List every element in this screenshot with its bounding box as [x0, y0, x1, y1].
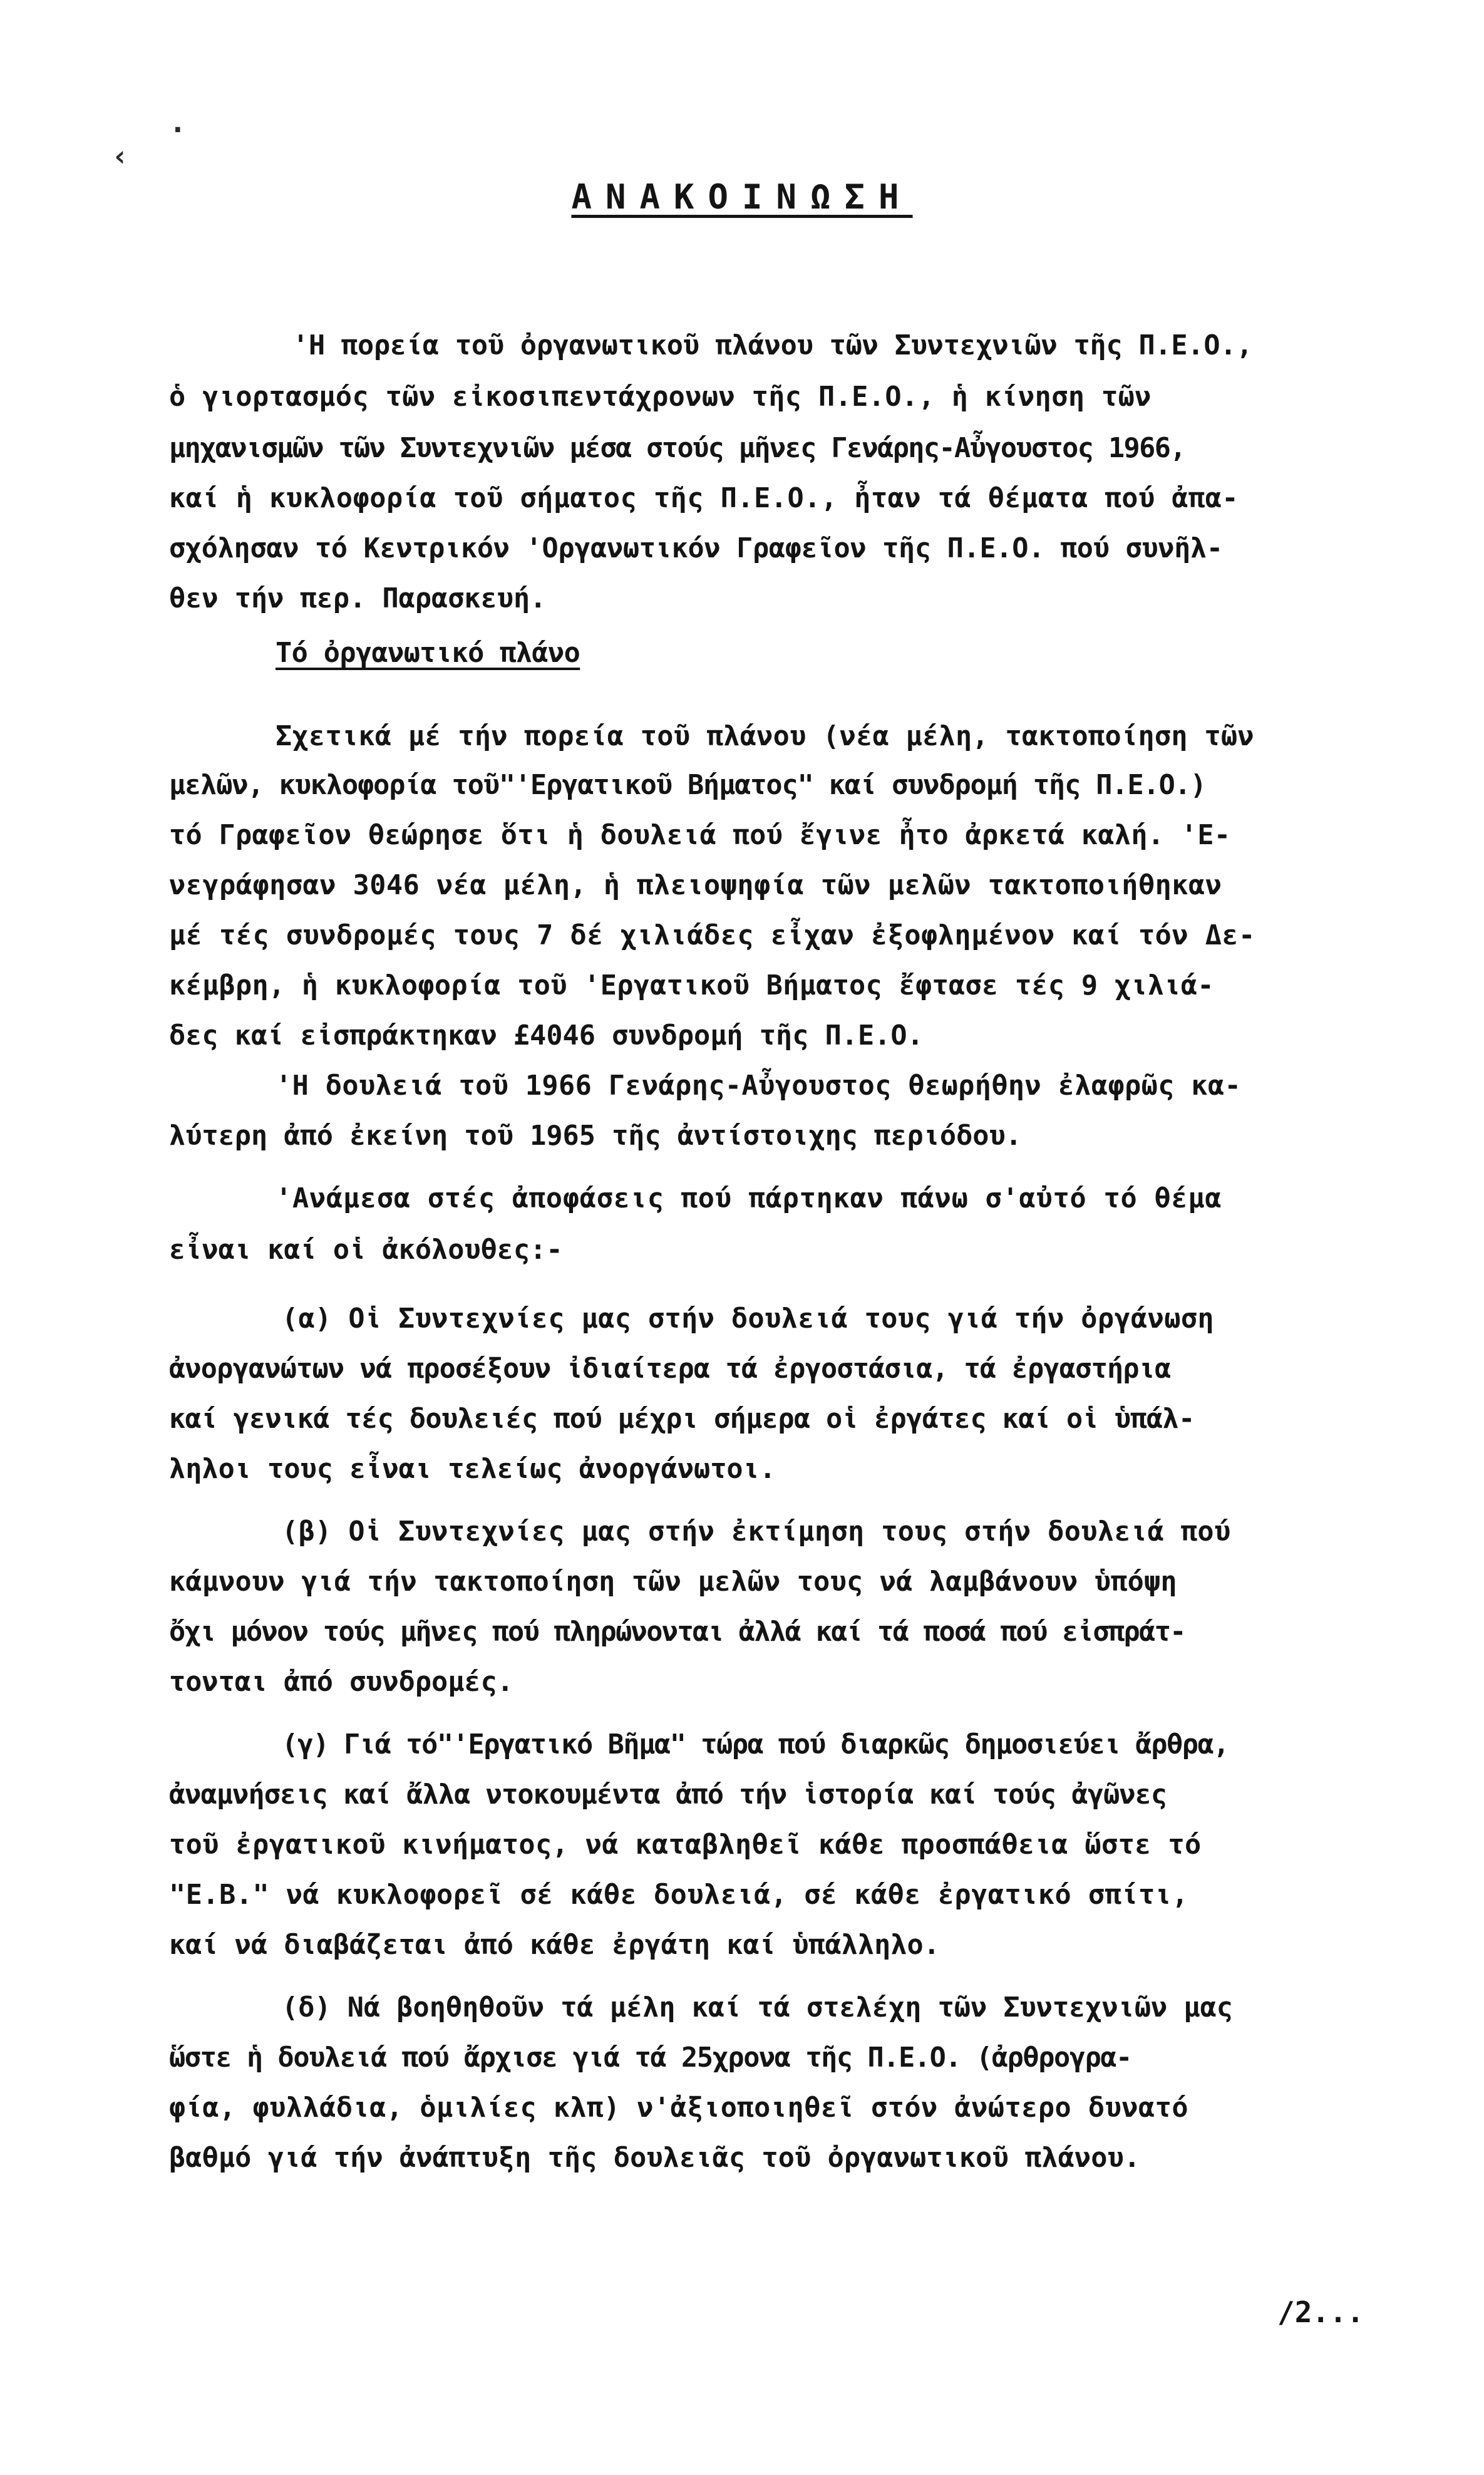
paragraph-line: 'Ανάμεσα στές ἀποφάσεις πού πάρτηκαν πάνω σ'αὐτό τό θέμα [276, 1183, 1222, 1214]
scan-speck-mark: · [169, 113, 187, 147]
list-item-line: "Ε.Β." νά κυκλοφορεῖ σέ κάθε δουλειά, σέ κάθε ἐργατικό σπίτι, [169, 1879, 1189, 1911]
list-item-line: ὄχι μόνον τούς μῆνες πού πληρώνονται ἀλλά καί τά ποσά πού εἰσπράτ- [169, 1616, 1185, 1648]
paragraph-line: νεγράφησαν 3046 νέα μέλη, ἡ πλειοψηφία τῶν μελῶν τακτοποιήθηκαν [169, 870, 1222, 901]
list-item-line: (β) Οἱ Συντεχνίες μας στήν ἐκτίμηση τους στήν δουλειά πού [282, 1516, 1231, 1548]
list-item-line: (γ) Γιά τό"'Εργατικό Βῆμα" τώρα πού διαρκῶς δημοσιεύει ἄρθρα, [282, 1729, 1229, 1760]
list-item-line: κάμνουν γιά τήν τακτοποίηση τῶν μελῶν τους νά λαμβάνουν ὑπόψη [169, 1566, 1177, 1598]
list-item-line: βαθμό γιά τήν ἀνάπτυξη τῆς δουλειᾶς τοῦ ὀργανωτικοῦ πλάνου. [169, 2142, 1141, 2174]
scan-speck-mark: ‹ [111, 139, 129, 173]
list-item-line: ἀναμνήσεις καί ἄλλα ντοκουμέντα ἀπό τήν ἱστορία καί τούς ἀγῶνες [169, 1779, 1167, 1811]
list-item-line: ὥστε ἡ δουλειά πού ἄρχισε γιά τά 25χρονα τῆς Π.Ε.Ο. (ἀρθρογρα- [169, 2042, 1131, 2074]
intro-line: θεν τήν περ. Παρασκευή. [169, 583, 547, 614]
paragraph-line: δες καί εἰσπράκτηκαν £4046 συνδρομή τῆς Π.Ε.Ο. [169, 1020, 924, 1051]
list-item-line: (δ) Νά βοηθηθοῦν τά μέλη καί τά στελέχη τῶν Συντεχνιῶν μας [282, 1992, 1233, 2023]
paragraph-line: 'Η δουλειά τοῦ 1966 Γενάρης-Αὖγουστος θεωρήθην ἐλαφρῶς κα- [276, 1070, 1242, 1102]
page-continuation-marker: /2... [1277, 2295, 1364, 2329]
intro-line: καί ἡ κυκλοφορία τοῦ σήματος τῆς Π.Ε.Ο., ἦταν τά θέματα πού ἀπα- [169, 483, 1239, 514]
paragraph-line: τό Γραφεῖον θεώρησε ὅτι ἡ δουλειά πού ἔγινε ἦτο ἀρκετά καλή. 'Ε- [169, 820, 1231, 851]
list-item-line: καί γενικά τές δουλειές πού μέχρι σήμερα οἱ ἐργάτες καί οἱ ὑπάλ- [169, 1403, 1195, 1435]
intro-line: 'Η πορεία τοῦ ὀργανωτικοῦ πλάνου τῶν Συντεχνιῶν τῆς Π.Ε.Ο., [292, 330, 1253, 361]
list-item-line: καί νά διαβάζεται ἀπό κάθε ἐργάτη καί ὑπάλληλο. [169, 1930, 940, 1961]
intro-line: μηχανισμῶν τῶν Συντεχνιῶν μέσα στούς μῆνες Γενάρης-Αὖγουστος 1966, [169, 433, 1185, 464]
list-item-line: (α) Οἱ Συντεχνίες μας στήν δουλειά τους γιά τήν ὀργάνωση [282, 1303, 1214, 1335]
section-heading: Τό ὀργανωτικό πλάνο [276, 638, 580, 669]
paragraph-line: μέ τές συνδρομές τους 7 δέ χιλιάδες εἶχαν ἐξοφλημένον καί τόν Δε- [169, 920, 1255, 951]
intro-line: σχόλησαν τό Κεντρικόν 'Οργανωτικόν Γραφεῖον τῆς Π.Ε.Ο. πού συνῆλ- [169, 533, 1223, 564]
paragraph-line: μελῶν, κυκλοφορία τοῦ"'Εργατικοῦ Βήματος" καί συνδρομή τῆς Π.Ε.Ο.) [169, 770, 1206, 801]
paragraph-line: κέμβρη, ἡ κυκλοφορία τοῦ 'Εργατικοῦ Βήματος ἔφτασε τές 9 χιλιά- [169, 970, 1214, 1001]
paragraph-line: εἶναι καί οἱ ἀκόλουθες:- [169, 1234, 563, 1266]
paragraph-line: Σχετικά μέ τήν πορεία τοῦ πλάνου (νέα μέλη, τακτοποίηση τῶν [276, 721, 1254, 752]
list-item-line: ἀνοργανώτων νά προσέξουν ἰδιαίτερα τά ἐργοστάσια, τά ἐργαστήρια [169, 1353, 1171, 1385]
list-item-line: φία, φυλλάδια, ὁμιλίες κλπ) ν'ἀξιοποιηθεῖ στόν ἀνώτερο δυνατό [169, 2092, 1189, 2124]
intro-line: ὁ γιορτασμός τῶν εἰκοσιπεντάχρονων τῆς Π.Ε.Ο., ἡ κίνηση τῶν [169, 381, 1152, 413]
list-item-line: τοῦ ἐργατικοῦ κινήματος, νά καταβληθεῖ κάθε προσπάθεια ὥστε τό [169, 1829, 1202, 1861]
document-title: ΑΝΑΚΟΙΝΩΣΗ [571, 177, 913, 217]
list-item-line: τονται ἀπό συνδρομές. [169, 1666, 513, 1698]
list-item-line: ληλοι τους εἶναι τελείως ἀνοργάνωτοι. [169, 1454, 776, 1485]
paragraph-line: λύτερη ἀπό ἐκείνη τοῦ 1965 τῆς ἀντίστοιχης περιόδου. [169, 1120, 1022, 1152]
